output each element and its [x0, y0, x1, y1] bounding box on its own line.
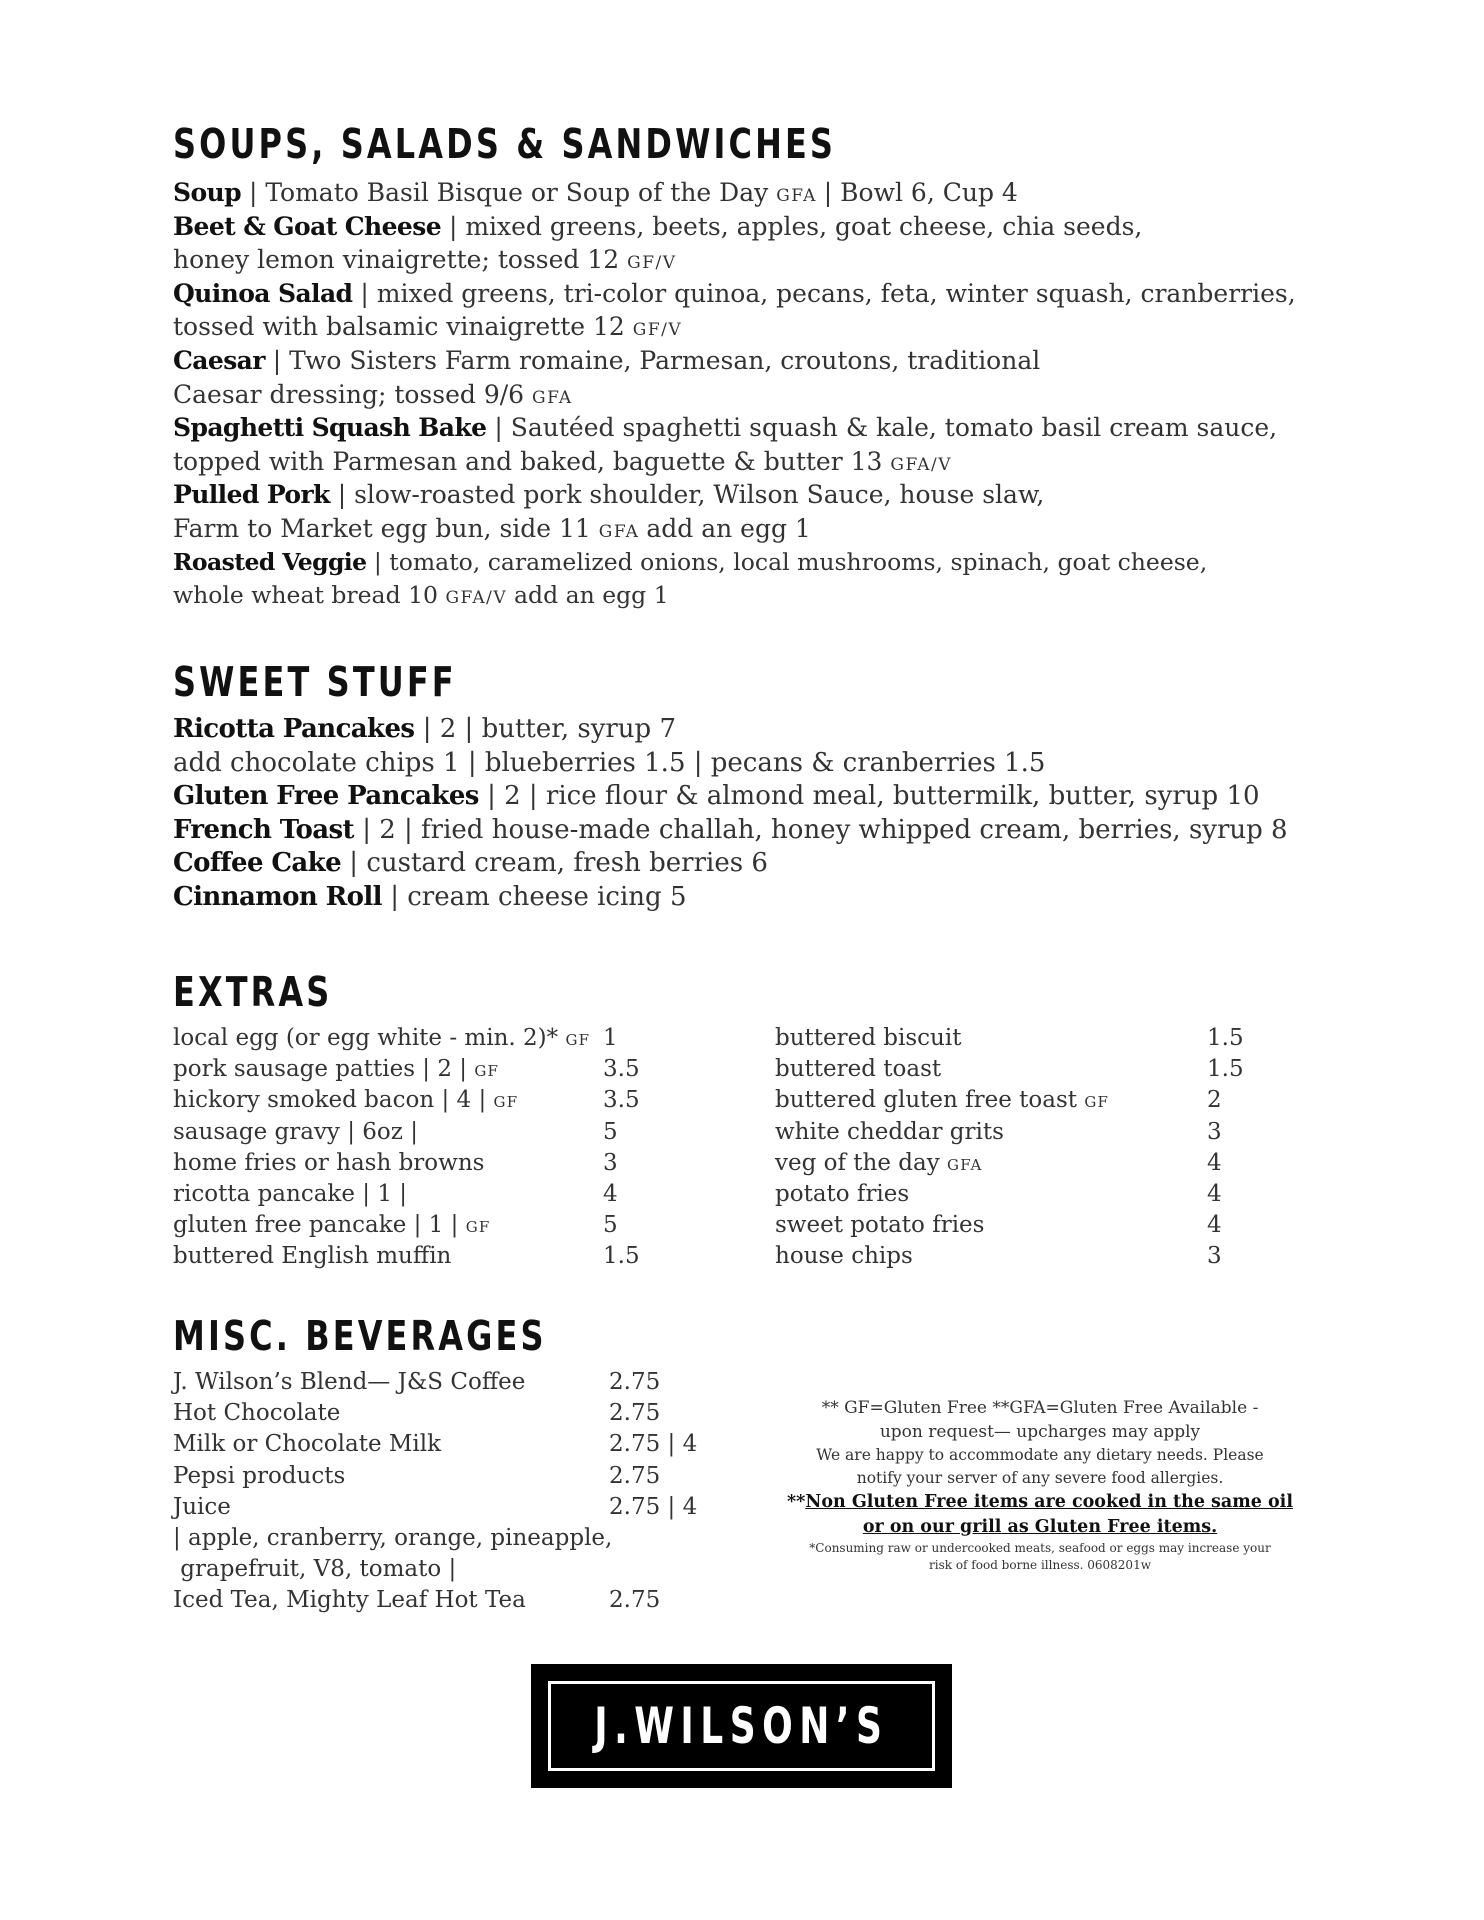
extra-name: buttered gluten free toast — [775, 1087, 1085, 1114]
menu-item-pancake-addons — [173, 747, 1288, 781]
extras-row — [173, 1179, 653, 1210]
sweet-list — [173, 713, 1288, 915]
section-heading-soups: SOUPS, SALADS & SANDWICHES — [173, 120, 837, 168]
beverage-name: grapefruit, V8, tomato | — [173, 1556, 457, 1583]
diet-tag: GF — [565, 1031, 591, 1049]
item-name: French Toast — [173, 814, 354, 845]
menu-item-spaghetti-squash-bake-cont — [173, 445, 1296, 479]
item-desc: tossed with balsamic vinaigrette 12 — [173, 312, 633, 342]
extra-price: 3 — [1207, 1243, 1222, 1270]
beverage-name: Juice — [173, 1493, 231, 1520]
beverage-row — [173, 1492, 733, 1523]
extras-row — [775, 1117, 1255, 1148]
item-desc: add chocolate chips 1 | blueberries 1.5 | pecans & cranberries 1.5 — [173, 747, 1046, 778]
item-desc: | 2 | rice flour & almond meal, buttermilk, butter, syrup 10 — [478, 781, 1260, 812]
extras-right-column — [775, 1023, 1255, 1273]
notes-warning — [780, 1515, 1300, 1540]
section-heading-extras: EXTRAS — [173, 968, 333, 1016]
beverage-name: Iced Tea, Mighty Leaf Hot Tea — [173, 1587, 526, 1614]
menu-item-beet-goat-cheese-cont — [173, 243, 1296, 277]
item-desc: | mixed greens, tri-color quinoa, pecans, feta, winter squash, cranberries, — [352, 278, 1296, 308]
diet-tag: GFA — [532, 387, 573, 408]
diet-tag: GF/V — [627, 253, 677, 274]
beverage-price: 2.75 | 4 — [609, 1493, 698, 1520]
menu-item-french-toast — [173, 814, 1288, 848]
diet-tag: GF/V — [632, 320, 683, 341]
menu-item-cinnamon-roll — [173, 881, 1288, 915]
diet-tag: GF — [474, 1062, 500, 1081]
notes-warning-text: or on our grill as Gluten Free items. — [862, 1517, 1218, 1537]
extras-row — [173, 1085, 653, 1116]
extras-row — [775, 1023, 1255, 1054]
extra-price: 5 — [603, 1212, 618, 1239]
logo-text: J.WILSON’S — [594, 1697, 889, 1755]
beverage-row — [173, 1585, 733, 1616]
extra-name: local egg (or egg white - min. 2)* — [173, 1025, 566, 1051]
beverages-list — [173, 1367, 733, 1617]
extras-row — [173, 1148, 653, 1179]
extras-row — [173, 1117, 653, 1148]
extra-price: 4 — [1207, 1149, 1222, 1176]
diet-tag: GFA — [947, 1155, 983, 1174]
notes-disclaimer: *Consuming raw or undercooked meats, seafood or eggs may increase your — [809, 1541, 1271, 1555]
diet-tag: GFA/V — [890, 454, 953, 475]
beverage-price: 2.75 — [609, 1400, 661, 1427]
extras-row — [775, 1210, 1255, 1241]
beverage-price: 2.75 — [609, 1369, 661, 1395]
section-heading-beverages: MISC. BEVERAGES — [173, 1312, 547, 1360]
beverage-name: Hot Chocolate — [173, 1400, 341, 1427]
diet-tag: GF — [1084, 1093, 1110, 1112]
item-name: Caesar — [173, 345, 265, 375]
item-desc: whole wheat bread 10 — [173, 581, 446, 610]
beverage-row — [173, 1429, 733, 1460]
item-desc: | Two Sisters Farm romaine, Parmesan, croutons, traditional — [264, 345, 1041, 375]
logo-frame — [548, 1681, 935, 1771]
extra-price: 5 — [603, 1118, 618, 1145]
extras-row — [173, 1054, 653, 1085]
extra-name: pork sausage patties | 2 | — [173, 1056, 475, 1083]
extra-name: hickory smoked bacon | 4 | — [173, 1087, 494, 1114]
extras-left-column — [173, 1023, 653, 1273]
extra-price: 4 — [1207, 1212, 1222, 1239]
extra-price: 4 — [603, 1180, 618, 1207]
extra-name: veg of the day — [775, 1149, 948, 1176]
item-name: Cinnamon Roll — [173, 881, 382, 912]
extra-name: gluten free pancake | 1 | — [173, 1212, 466, 1239]
item-desc: | cream cheese icing 5 — [381, 881, 687, 912]
extra-price: 3.5 — [603, 1087, 640, 1114]
beverage-price: 2.75 — [609, 1462, 661, 1489]
notes-line: notify your server of any severe food allergies. — [856, 1469, 1224, 1487]
extra-name: home fries or hash browns — [173, 1149, 485, 1176]
item-name: Ricotta Pancakes — [173, 714, 415, 744]
extra-name: sweet potato fries — [775, 1212, 985, 1239]
extras-row — [173, 1023, 653, 1054]
extra-name: buttered biscuit — [775, 1025, 962, 1051]
notes-warning — [780, 1490, 1300, 1515]
menu-item-soup — [173, 176, 1296, 210]
menu-item-roasted-veggie — [173, 546, 1296, 580]
item-desc: | slow-roasted pork shoulder, Wilson Sauce, house slaw, — [329, 480, 1045, 510]
menu-item-coffee-cake — [173, 847, 1288, 881]
extra-price: 1.5 — [603, 1243, 640, 1270]
extra-price: 2 — [1207, 1087, 1222, 1114]
extras-row — [775, 1054, 1255, 1085]
notes-warning-text: Non Gluten Free items are cooked in the same oil — [805, 1492, 1293, 1512]
item-desc: | 2 | butter, syrup 7 — [414, 714, 677, 744]
extra-price: 4 — [1207, 1180, 1222, 1207]
item-desc: honey lemon vinaigrette; tossed 12 — [173, 245, 628, 275]
extra-price: 3 — [1207, 1118, 1222, 1145]
menu-item-quinoa-salad-cont — [173, 310, 1296, 344]
notes-disclaimer: risk of food borne illness. 0608201w — [929, 1558, 1151, 1572]
notes-line: upon request— upcharges may apply — [879, 1422, 1201, 1442]
extras-row — [173, 1241, 653, 1272]
diet-tag: GFA — [776, 186, 824, 206]
beverage-row — [173, 1523, 733, 1554]
menu-item-caesar — [173, 344, 1296, 378]
extra-name: buttered English muffin — [173, 1243, 452, 1270]
extras-row — [775, 1179, 1255, 1210]
extra-name: sausage gravy | 6oz | — [173, 1118, 418, 1145]
item-addon: add an egg 1 — [514, 581, 669, 610]
item-name: Pulled Pork — [173, 480, 330, 510]
extra-price: 1.5 — [1207, 1025, 1244, 1051]
item-desc: | Tomato Basil Bisque or Soup of the Day — [241, 178, 777, 207]
menu-item-pulled-pork — [173, 478, 1296, 512]
item-desc: | mixed greens, beets, apples, goat cheese, chia seeds, — [441, 211, 1143, 241]
item-name: Roasted Veggie — [173, 547, 367, 576]
extra-price: 1 — [603, 1025, 618, 1051]
extras-row — [173, 1210, 653, 1241]
item-desc: | custard cream, fresh berries 6 — [341, 848, 768, 879]
beverage-name: Milk or Chocolate Milk — [173, 1431, 442, 1458]
menu-item-roasted-veggie-cont — [173, 579, 1296, 613]
item-name: Spaghetti Squash Bake — [173, 413, 487, 443]
item-name: Beet & Goat Cheese — [173, 211, 442, 241]
item-desc: topped with Parmesan and baked, baguette & butter 13 — [173, 446, 891, 476]
soups-list — [173, 176, 1296, 613]
item-desc: Caesar dressing; tossed 9/6 — [173, 379, 533, 409]
beverage-row — [173, 1554, 733, 1585]
allergy-notes — [780, 1396, 1300, 1574]
diet-tag: GFA — [598, 521, 647, 542]
beverage-price: 2.75 | 4 — [609, 1431, 698, 1458]
menu-item-caesar-cont — [173, 378, 1296, 412]
section-heading-sweet: SWEET STUFF — [173, 658, 457, 706]
beverage-name: Pepsi products — [173, 1462, 346, 1489]
extra-name: white cheddar grits — [775, 1118, 1004, 1145]
menu-item-ricotta-pancakes — [173, 713, 1288, 747]
beverage-name: J. Wilson’s Blend— J&S Coffee — [173, 1369, 526, 1395]
menu-item-quinoa-salad — [173, 277, 1296, 311]
item-desc: | tomato, caramelized onions, local mushrooms, spinach, goat cheese, — [366, 547, 1208, 576]
item-name: Soup — [173, 178, 241, 207]
item-addon: add an egg 1 — [646, 513, 811, 543]
menu-item-spaghetti-squash-bake — [173, 411, 1296, 445]
beverage-row — [173, 1461, 733, 1492]
item-desc: | Sautéed spaghetti squash & kale, tomato basil cream sauce, — [486, 413, 1278, 443]
diet-tag: GF — [493, 1093, 519, 1112]
extra-price: 3 — [603, 1149, 618, 1176]
extra-name: potato fries — [775, 1180, 910, 1207]
notes-warning-prefix: ** — [787, 1492, 806, 1512]
extras-row — [775, 1085, 1255, 1116]
item-name: Gluten Free Pancakes — [173, 781, 479, 812]
extras-row — [775, 1148, 1255, 1179]
notes-line: ** GF=Gluten Free **GFA=Gluten Free Available - — [821, 1398, 1259, 1418]
item-name: Quinoa Salad — [173, 278, 353, 308]
beverage-row — [173, 1367, 733, 1398]
diet-tag: GFA/V — [445, 588, 515, 609]
beverage-price: 2.75 — [609, 1587, 661, 1614]
jwilsons-logo — [531, 1664, 952, 1788]
notes-line: We are happy to accommodate any dietary needs. Please — [816, 1446, 1264, 1464]
item-desc: | 2 | fried house-made challah, honey whipped cream, berries, syrup 8 — [353, 814, 1288, 845]
item-name: Coffee Cake — [173, 848, 342, 879]
extra-name: house chips — [775, 1243, 913, 1270]
extra-price: 1.5 — [1207, 1056, 1244, 1083]
diet-tag: GF — [465, 1218, 491, 1237]
item-desc: Farm to Market egg bun, side 11 — [173, 513, 599, 543]
beverage-name: | apple, cranberry, orange, pineapple, — [173, 1524, 613, 1551]
item-price: | Bowl 6, Cup 4 — [823, 178, 1018, 207]
menu-item-pulled-pork-cont — [173, 512, 1296, 546]
extras-row — [775, 1241, 1255, 1272]
menu-item-gluten-free-pancakes — [173, 780, 1288, 814]
extra-name: buttered toast — [775, 1056, 942, 1083]
extra-name: ricotta pancake | 1 | — [173, 1180, 408, 1207]
menu-item-beet-goat-cheese — [173, 210, 1296, 244]
extra-price: 3.5 — [603, 1056, 640, 1083]
beverage-row — [173, 1398, 733, 1429]
